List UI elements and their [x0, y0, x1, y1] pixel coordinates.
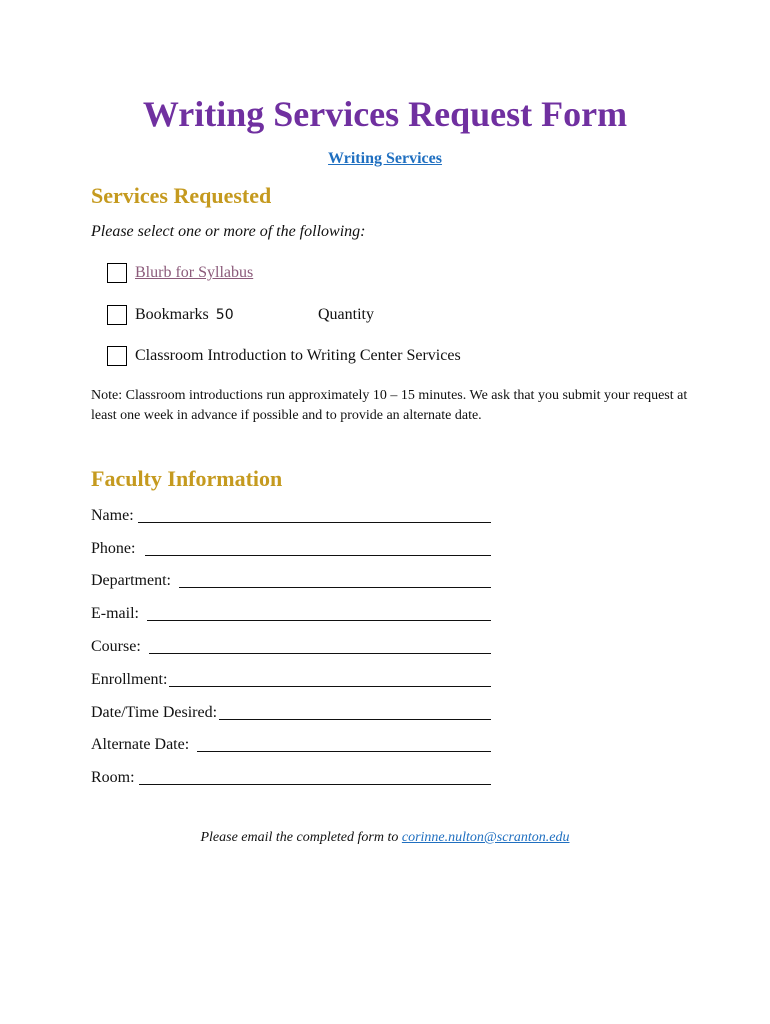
- alternate-date-label: Alternate Date:: [91, 736, 190, 753]
- email-field[interactable]: [91, 603, 491, 625]
- quantity-label: Quantity: [318, 306, 374, 323]
- name-field[interactable]: [91, 505, 491, 527]
- bookmarks-checkbox[interactable]: [107, 305, 127, 325]
- room-input-line[interactable]: [139, 784, 491, 785]
- services-instructions: Please select one or more of the following:: [91, 223, 366, 240]
- blurb-for-syllabus-link[interactable]: Blurb for Syllabus: [135, 264, 254, 281]
- services-requested-heading: Services Requested: [91, 183, 272, 208]
- service-option-blurb: [107, 261, 253, 285]
- email-instruction-text: Please email the completed form to: [200, 830, 399, 845]
- enrollment-input-line[interactable]: [169, 686, 491, 687]
- bookmarks-label: Bookmarks: [135, 306, 209, 323]
- phone-input-line[interactable]: [145, 555, 491, 556]
- phone-label: Phone:: [91, 540, 136, 557]
- date-time-desired-label: Date/Time Desired:: [91, 704, 218, 721]
- classroom-intro-label: Classroom Introduction to Writing Center Services: [135, 347, 461, 364]
- enrollment-field[interactable]: [91, 669, 491, 691]
- department-label: Department:: [91, 572, 171, 589]
- phone-field[interactable]: [91, 538, 491, 560]
- email-input-line[interactable]: [147, 620, 491, 621]
- alternate-date-input-line[interactable]: [197, 751, 491, 752]
- writing-services-link-container: [0, 148, 770, 170]
- course-label: Course:: [91, 638, 141, 655]
- email-instruction: [0, 828, 770, 848]
- service-option-classroom-intro: [107, 344, 461, 368]
- blurb-checkbox[interactable]: [107, 263, 127, 283]
- department-input-line[interactable]: [179, 587, 491, 588]
- name-input-line[interactable]: [138, 522, 491, 523]
- room-label: Room:: [91, 769, 135, 786]
- course-field[interactable]: [91, 636, 491, 658]
- course-input-line[interactable]: [149, 653, 491, 654]
- enrollment-label: Enrollment:: [91, 671, 168, 688]
- faculty-information-heading: Faculty Information: [91, 466, 283, 491]
- email-label: E-mail:: [91, 605, 139, 622]
- writing-services-link[interactable]: Writing Services: [328, 150, 442, 167]
- service-option-bookmarks: [107, 303, 234, 327]
- date-time-desired-field[interactable]: [91, 702, 491, 724]
- page-title: Writing Services Request Form: [142, 94, 628, 134]
- room-field[interactable]: [91, 767, 491, 789]
- date-time-desired-input-line[interactable]: [219, 719, 491, 720]
- bookmarks-quantity-input[interactable]: 50: [215, 307, 234, 323]
- classroom-intro-note: Note: Classroom introductions run approximately 10 – 15 minutes. We ask that you submit your request at least one week in advance if possible and to provide an alternate date.: [91, 388, 688, 423]
- name-label: Name:: [91, 507, 134, 524]
- classroom-intro-checkbox[interactable]: [107, 346, 127, 366]
- department-field[interactable]: [91, 570, 491, 592]
- email-link[interactable]: corinne.nulton@scranton.edu: [401, 830, 570, 845]
- alternate-date-field[interactable]: [91, 734, 491, 756]
